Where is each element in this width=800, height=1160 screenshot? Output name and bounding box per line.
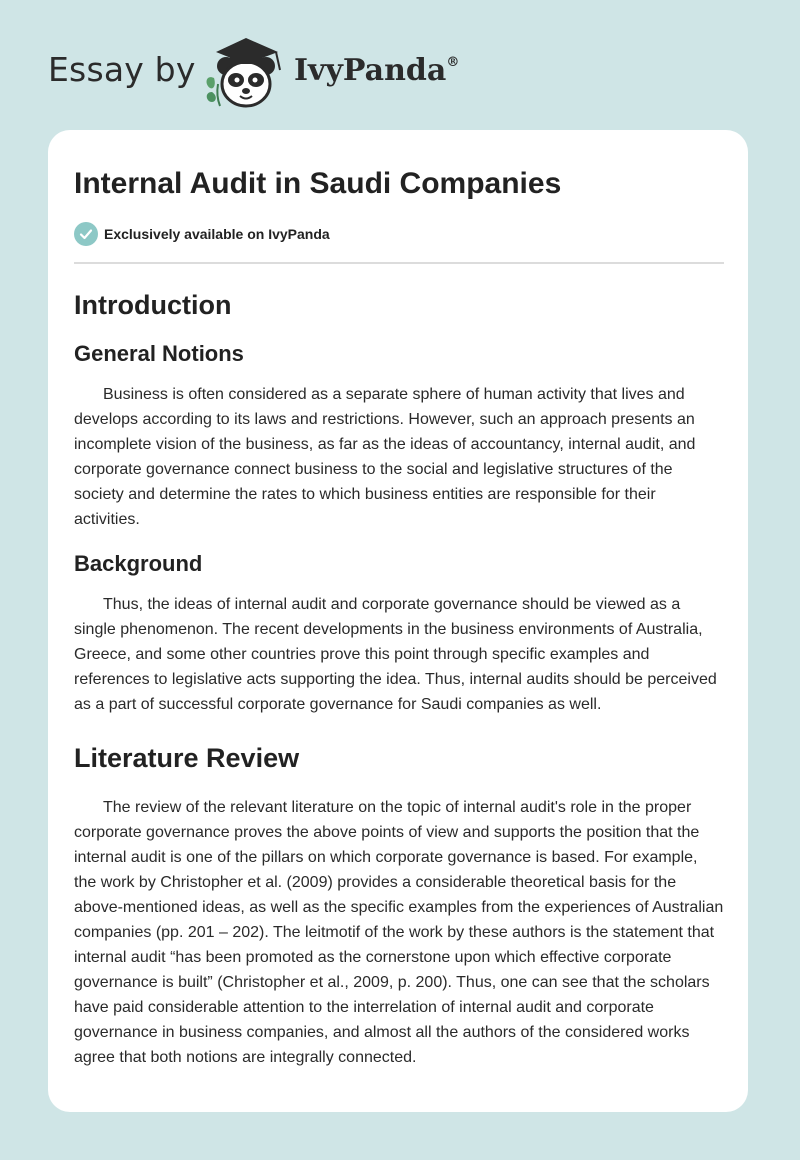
essay-by-label: Essay by — [48, 50, 196, 89]
paragraph-general-notions: Business is often considered as a separate sphere of human activity that lives and develops according to its laws and restrictions. However, such an approach presents an incomplete vision of the business, as far as the ideas of accountancy, internal audit, and corporate governance connect business to the social and legislative structures of the society and determine the rates to which business entities are responsible for their activities. — [74, 386, 696, 528]
brand-name[interactable]: IvyPanda® — [294, 53, 460, 88]
heading-general-notions: General Notions — [74, 341, 244, 366]
essay-card — [48, 130, 748, 1112]
paragraph-background: Thus, the ideas of internal audit and corporate governance should be viewed as a single phenomenon. The recent developments in the business environments of Australia, Greece, and some other countries prove this point through specific examples and references to legislative acts supporting the idea. Thus, internal audits should be perceived as a part of successful corporate governance for Saudi companies as well. — [74, 596, 717, 713]
page-title: Internal Audit in Saudi Companies — [74, 167, 562, 200]
essay-content — [74, 166, 724, 1070]
paragraph-literature-review: The review of the relevant literature on the topic of internal audit's role in the proper corporate governance proves the above points of view and supports the position that the internal audit is one of the pillars on which corporate governance is based. For example, the work by Christopher et al. (2009) provides a considerable theoretical basis for the above-mentioned ideas, as well as the specific examples from the experiences of Australian companies (pp. 201 – 202). The leitmotif of the work by these authors is the statement that internal audit “has been promoted as the cornerstone upon which effective corporate governance is built” (Christopher et al., 2009, p. 200). Thus, one can see that the scholars have paid considerable attention to the interrelation of internal audit and corporate governance in business companies, and almost all the authors of the considered works agree that both notions are integrally connected. — [74, 799, 724, 1066]
heading-introduction: Introduction — [74, 290, 232, 320]
site-header — [0, 0, 800, 120]
heading-literature-review: Literature Review — [74, 743, 300, 773]
exclusive-badge — [74, 222, 724, 246]
heading-background: Background — [74, 551, 203, 576]
exclusive-badge-label: Exclusively available on IvyPanda — [104, 226, 330, 242]
panda-logo-icon[interactable] — [200, 34, 290, 110]
registered-mark: ® — [446, 55, 460, 70]
check-icon — [74, 222, 98, 246]
divider — [74, 262, 724, 264]
